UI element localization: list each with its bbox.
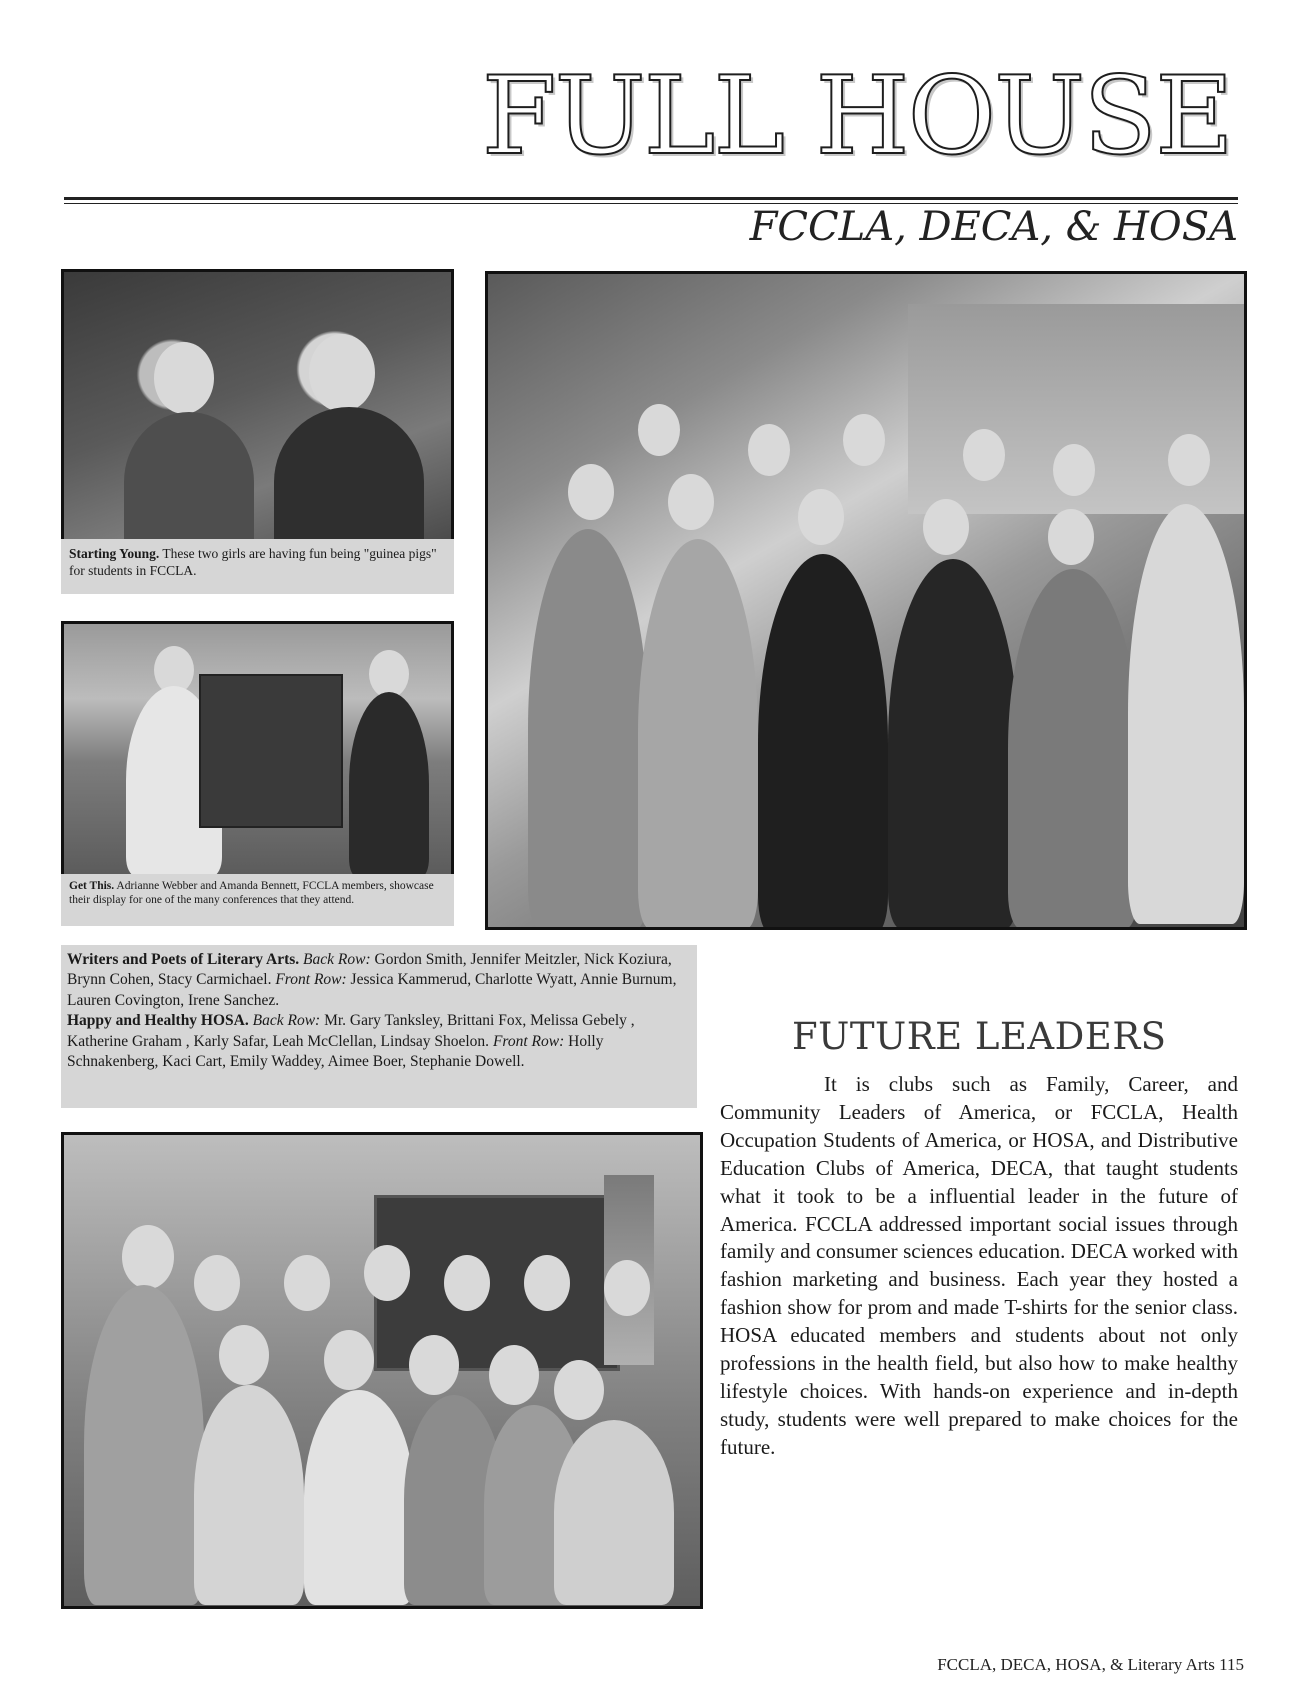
photo-hosa-group <box>61 1132 703 1609</box>
caption-label: Writers and Poets of Literary Arts. <box>67 951 300 968</box>
page-title: FULL HOUSE <box>481 54 1232 179</box>
photo-literary-arts-group <box>485 271 1247 930</box>
photo-starting-young <box>61 269 454 545</box>
article-body: It is clubs such as Family, Career, and Community Leaders of America, or FCCLA, Health Occupation Students of America, or HOSA, and Distributive Education Clubs of America, DECA, that taught students what it took to be a influential leader in the future of America. FCCLA addressed important social issues through family and consumer sciences education. DECA worked with fashion marketing and business. Each year they hosted a fashion show for prom and made T-shirts for the senior class. HOSA educated members and students about not only professions in the health field, but also how to make healthy lifestyle choices. With hands-on experience and in-depth study, students were well prepared to make choices for the future. <box>720 1072 1238 1459</box>
article-heading: FUTURE LEADERS <box>792 1015 1167 1058</box>
row-label: Back Row: <box>252 1012 321 1030</box>
names-text: Mr. Gary Tanksley, Brittani Fox, Melissa Gebely , Katherine Graham , Karly Safar, Leah McClellan, Lindsay Shoelon. <box>67 1012 635 1050</box>
photo-get-this <box>61 621 454 877</box>
names-text: Jessica Kammerud, Charlotte Wyatt, Annie Burnum, Lauren Covington, Irene Sanchez. <box>67 971 677 1009</box>
caption-label: Happy and Healthy HOSA. <box>67 1012 249 1030</box>
caption-label: Starting Young. <box>69 546 160 561</box>
caption-label: Get This. <box>69 880 115 892</box>
row-label: Front Row: <box>492 1032 565 1050</box>
caption-starting-young <box>61 539 454 594</box>
row-label: Front Row: <box>275 971 347 989</box>
caption-text: These two girls are having fun being "guinea pigs" for students in FCCLA. <box>69 546 437 578</box>
page-subtitle: FCCLA, DECA, & HOSA <box>749 204 1238 250</box>
caption-get-this <box>61 874 454 926</box>
names-text: Gordon Smith, Jennifer Meitzler, Nick Koziura, Brynn Cohen, Stacy Carmichael. <box>67 951 672 989</box>
row-label: Back Row: <box>303 951 371 968</box>
caption-group-photos <box>61 945 697 1108</box>
caption-text: Adrianne Webber and Amanda Bennett, FCCLA members, showcase their display for one of the many conferences that they attend. <box>69 880 434 906</box>
page-footer: FCCLA, DECA, HOSA, & Literary Arts 115 <box>937 1655 1244 1674</box>
names-text: Holly Schnakenberg, Kaci Cart, Emily Waddey, Aimee Boer, Stephanie Dowell. <box>67 1032 604 1071</box>
